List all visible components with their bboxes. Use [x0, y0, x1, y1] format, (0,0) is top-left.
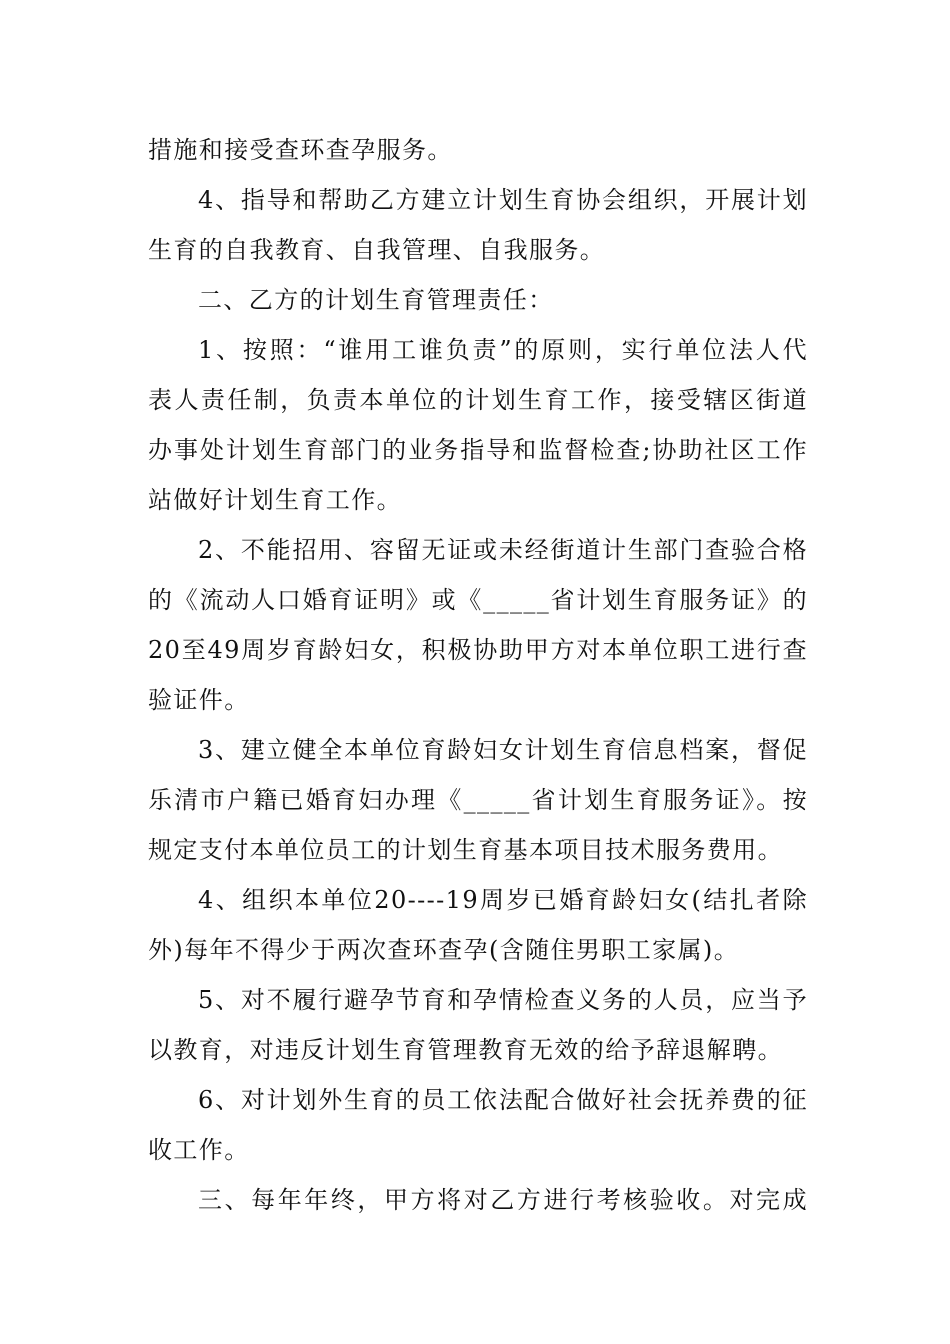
text-line: 生育的自我教育、自我管理、自我服务。: [148, 236, 606, 264]
text-line: 验证件。: [148, 686, 250, 714]
section-heading: 二、乙方的计划生育管理责任：: [198, 286, 554, 314]
text-line: 1、按照：“谁用工谁负责”的原则，实行单位法人代: [198, 336, 808, 364]
text-line: 措施和接受查环查孕服务。: [148, 136, 453, 164]
text-line: 5、对不履行避孕节育和孕情检查义务的人员，应当予: [198, 986, 808, 1014]
text-line: 收工作。: [148, 1136, 250, 1164]
text-line: 2、不能招用、容留无证或未经街道计生部门查验合格: [198, 536, 808, 564]
text-line: 外)每年不得少于两次查环查孕(含随住男职工家属)。: [148, 936, 740, 964]
text-line: 4、组织本单位20----19周岁已婚育龄妇女(结扎者除: [198, 886, 808, 914]
text-line: 6、对计划外生育的员工依法配合做好社会抚养费的征: [198, 1086, 808, 1114]
text-line: 乐清市户籍已婚育妇办理《_____省计划生育服务证》。按: [148, 786, 808, 814]
text-line: 的《流动人口婚育证明》或《_____省计划生育服务证》的: [148, 586, 808, 614]
text-line: 4、指导和帮助乙方建立计划生育协会组织，开展计划: [198, 186, 808, 214]
text-line: 表人责任制，负责本单位的计划生育工作，接受辖区街道: [148, 386, 808, 414]
text-line: 3、建立健全本单位育龄妇女计划生育信息档案，督促: [198, 736, 808, 764]
text-line: 站做好计划生育工作。: [148, 486, 402, 514]
text-line: 规定支付本单位员工的计划生育基本项目技术服务费用。: [148, 836, 783, 864]
section-heading: 三、每年年终，甲方将对乙方进行考核验收。对完成: [198, 1186, 808, 1214]
text-line: 20至49周岁育龄妇女，积极协助甲方对本单位职工进行查: [148, 636, 808, 664]
text-line: 办事处计划生育部门的业务指导和监督检查;协助社区工作: [148, 436, 808, 464]
text-line: 以教育，对违反计划生育管理教育无效的给予辞退解聘。: [148, 1036, 783, 1064]
